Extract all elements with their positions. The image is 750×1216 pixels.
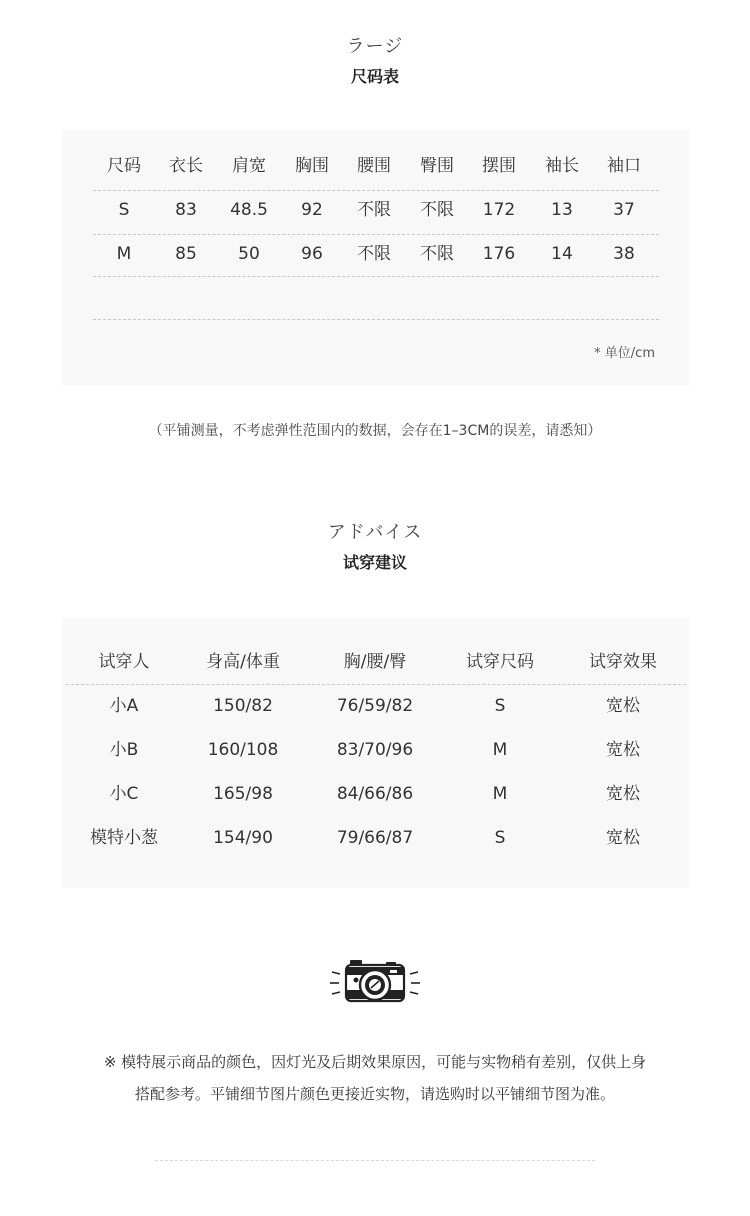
table-cell: 宽松 — [606, 740, 640, 760]
header-cell: 肩宽 — [232, 156, 266, 176]
table-cell: M — [492, 784, 508, 804]
table-cell: 不限 — [357, 200, 391, 220]
table-cell: 宽松 — [606, 696, 640, 716]
header-cell: 尺码 — [107, 156, 141, 176]
header-cell: 摆围 — [482, 156, 516, 176]
measure-note: （平铺测量，不考虑弹性范围内的数据，会存在1–3CM的误差，请悉知） — [148, 423, 602, 439]
size-title-jp: ラージ — [346, 36, 404, 57]
header-cell: 身高/体重 — [206, 652, 280, 672]
header-cell: 腰围 — [357, 156, 391, 176]
table-row — [62, 774, 689, 814]
disclaimer — [0, 1046, 750, 1110]
table-cell: 154/90 — [213, 828, 273, 848]
table-cell: 172 — [482, 200, 516, 220]
header-cell: 试穿尺码 — [466, 652, 534, 672]
bottom-divider — [155, 1160, 595, 1161]
table-cell: 48.5 — [230, 200, 268, 220]
table-cell: 13 — [551, 200, 573, 220]
fit-table-header — [62, 642, 689, 682]
header-cell: 衣长 — [169, 156, 203, 176]
table-row — [62, 730, 689, 770]
table-row — [62, 234, 689, 274]
advice-section-title — [0, 518, 750, 573]
table-cell: 不限 — [420, 200, 454, 220]
divider — [66, 684, 686, 685]
table-cell: 92 — [301, 200, 323, 220]
size-table — [62, 130, 689, 385]
table-cell: 小B — [109, 740, 139, 760]
table-cell: 165/98 — [213, 784, 273, 804]
size-table-header — [62, 146, 689, 186]
table-cell: 50 — [238, 244, 260, 264]
advice-title-jp: アドバイス — [327, 522, 423, 543]
size-section-title — [0, 32, 750, 87]
disclaimer-line2: 搭配参考。平铺细节图片颜色更接近实物，请选购时以平铺细节图为准。 — [134, 1085, 615, 1103]
table-cell: M — [492, 740, 508, 760]
table-cell: 不限 — [357, 244, 391, 264]
disclaimer-line1: ※ 模特展示商品的颜色，因灯光及后期效果原因，可能与实物稍有差别，仅供上身 — [103, 1053, 647, 1071]
table-row — [62, 686, 689, 726]
fit-table — [62, 618, 689, 888]
header-cell: 袖口 — [607, 156, 641, 176]
header-cell: 胸围 — [295, 156, 329, 176]
table-cell: 不限 — [420, 244, 454, 264]
table-cell: 150/82 — [213, 696, 273, 716]
header-cell: 试穿效果 — [589, 652, 657, 672]
table-cell: S — [118, 200, 130, 220]
header-cell: 臀围 — [420, 156, 454, 176]
divider — [93, 319, 659, 320]
table-cell: 宽松 — [606, 784, 640, 804]
table-cell: S — [494, 828, 506, 848]
table-cell: 96 — [301, 244, 323, 264]
table-cell: 小A — [109, 696, 139, 716]
table-cell: 85 — [175, 244, 197, 264]
table-cell: 79/66/87 — [336, 828, 414, 848]
table-cell: 160/108 — [207, 740, 279, 760]
header-cell: 试穿人 — [98, 652, 150, 672]
table-cell: 宽松 — [606, 828, 640, 848]
unit-note: * 单位/cm — [594, 346, 655, 361]
table-row — [62, 818, 689, 858]
table-cell: 176 — [482, 244, 516, 264]
size-title-cn: 尺码表 — [350, 67, 399, 86]
table-cell: 38 — [613, 244, 635, 264]
table-cell: 37 — [613, 200, 635, 220]
table-row — [62, 190, 689, 230]
table-cell: 模特小葱 — [90, 828, 158, 848]
table-cell: 83/70/96 — [336, 740, 414, 760]
table-cell: 小C — [109, 784, 139, 804]
table-cell: M — [116, 244, 132, 264]
table-cell: 14 — [551, 244, 573, 264]
divider — [93, 276, 659, 277]
table-cell: 83 — [175, 200, 197, 220]
header-cell: 袖长 — [545, 156, 579, 176]
camera-icon — [328, 952, 422, 1014]
advice-title-cn: 试穿建议 — [342, 553, 407, 572]
header-cell: 胸/腰/臀 — [343, 652, 407, 672]
table-cell: 84/66/86 — [336, 784, 414, 804]
table-cell: 76/59/82 — [336, 696, 414, 716]
table-cell: S — [494, 696, 506, 716]
